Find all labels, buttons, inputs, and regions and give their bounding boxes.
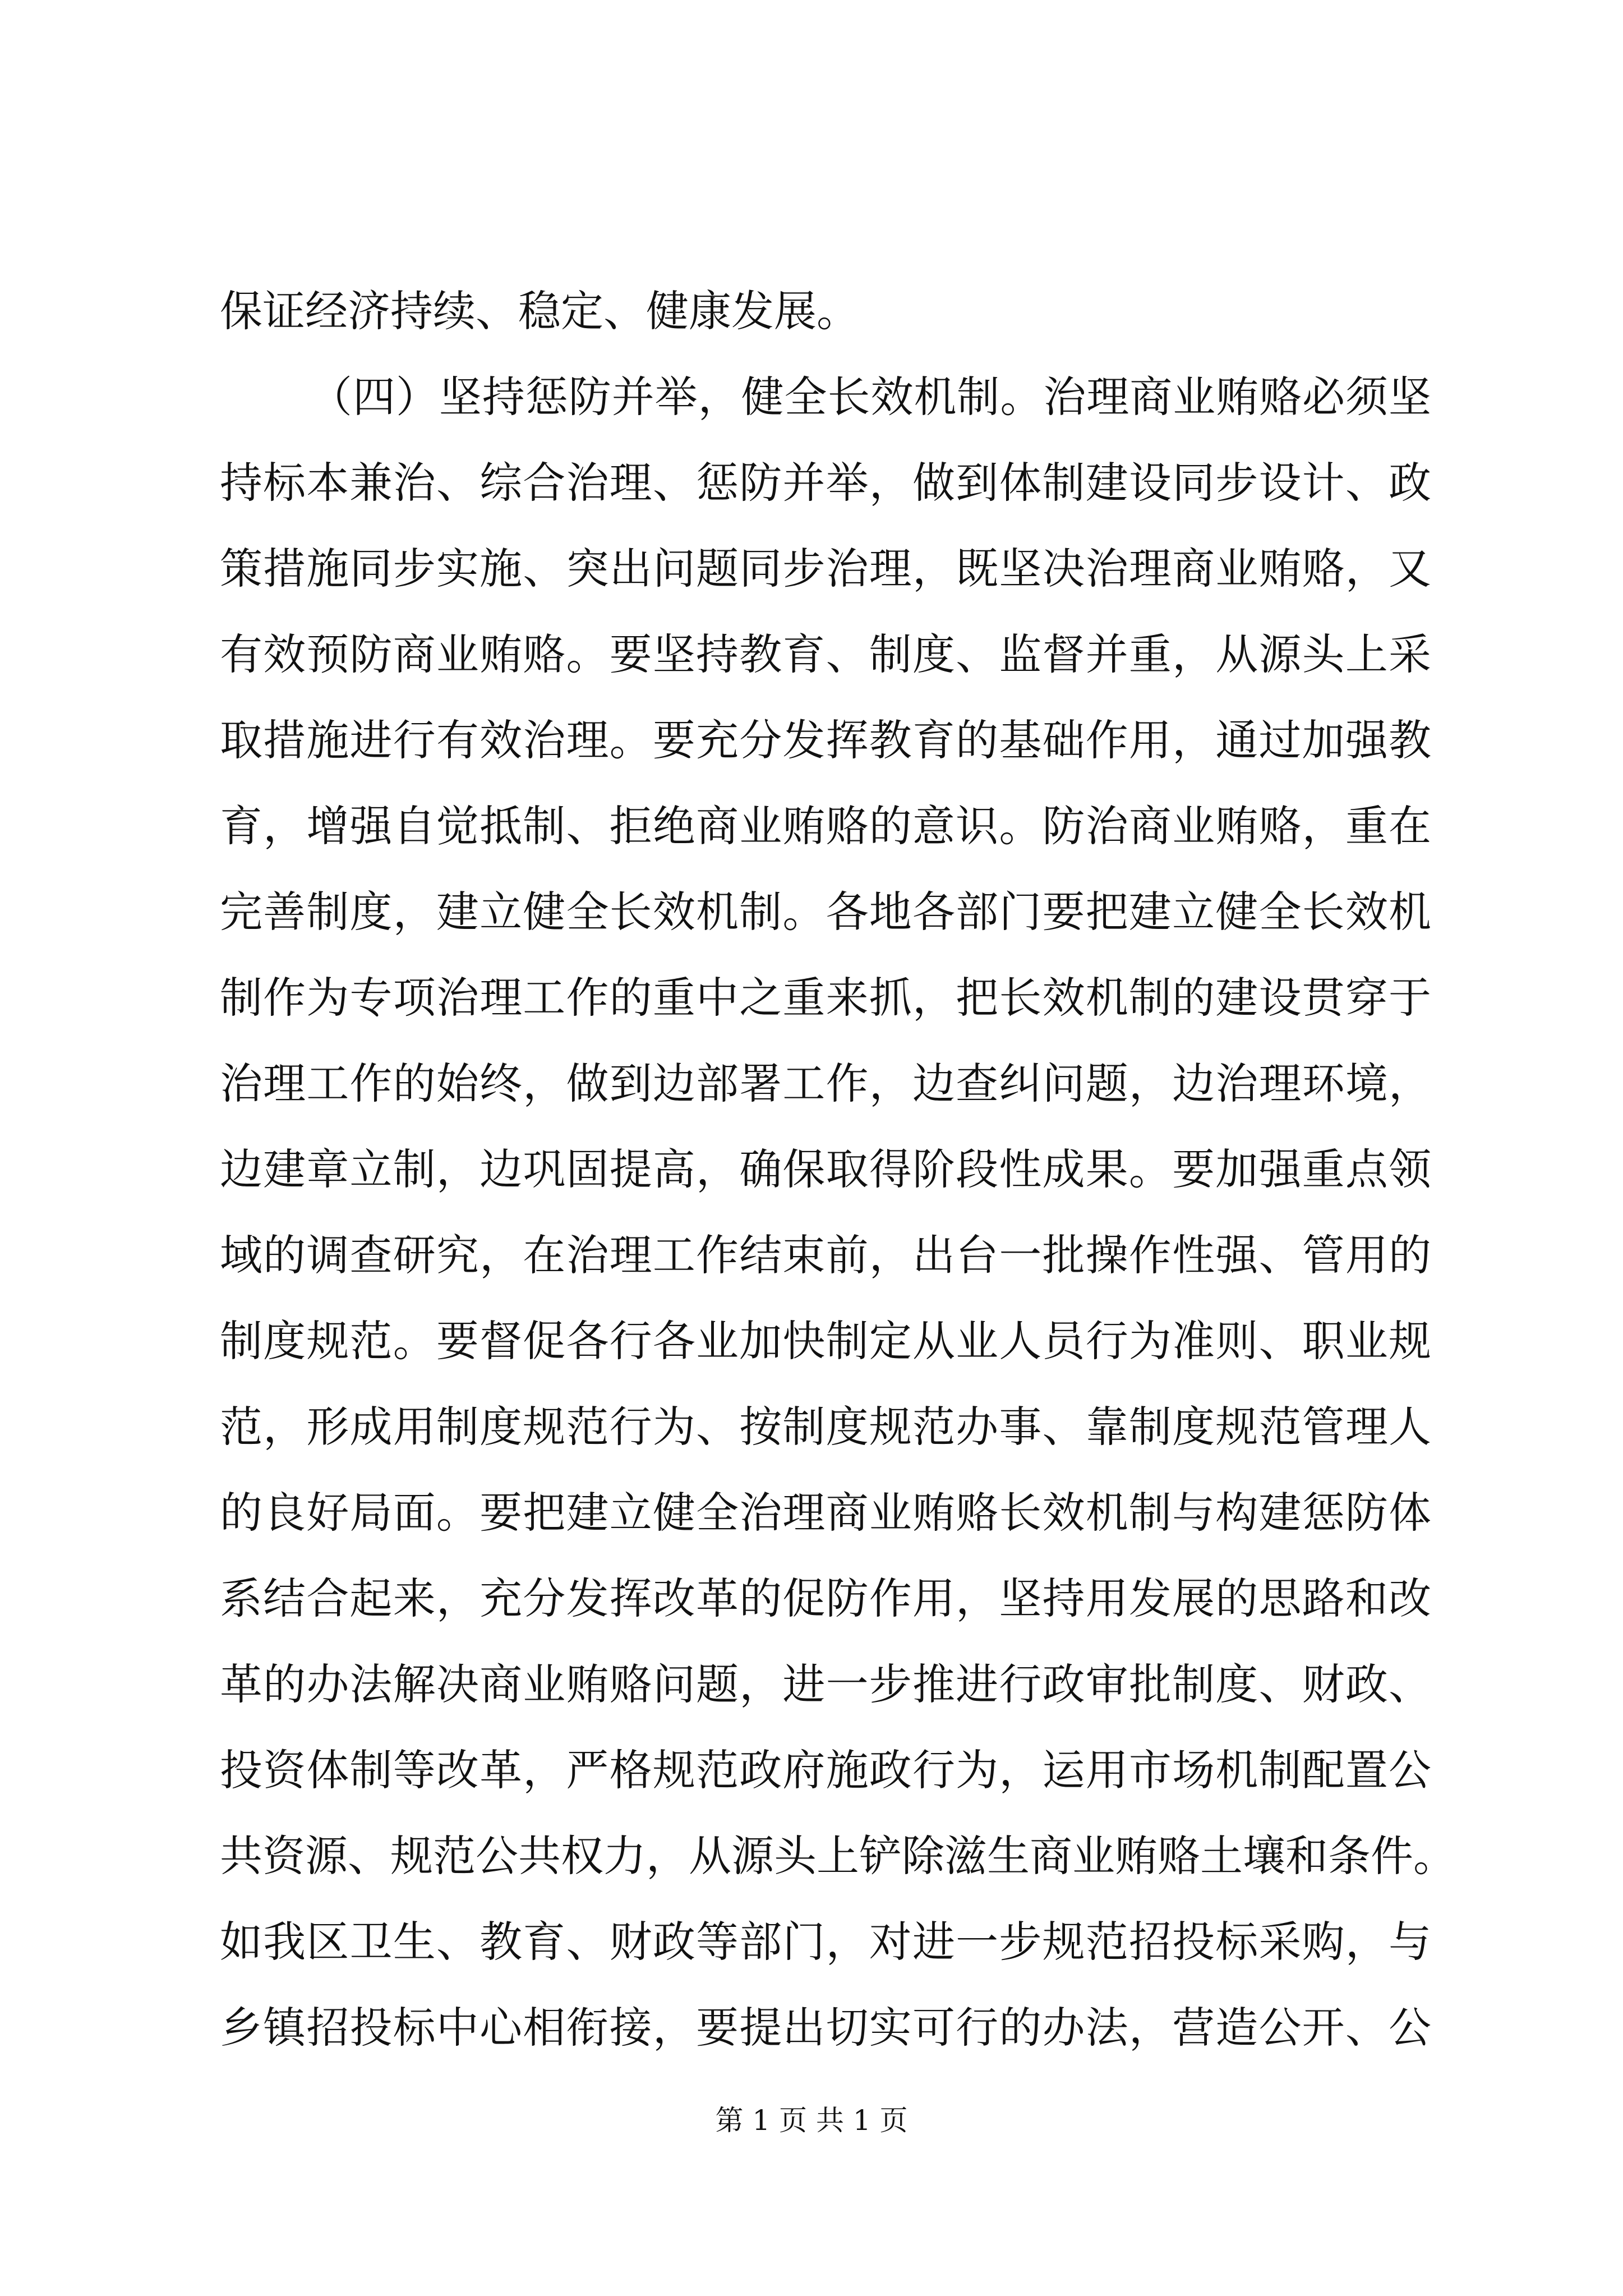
text-line: 保证经济持续、稳定、健康发展。 — [220, 286, 859, 336]
text-line: （四）坚持惩防并举，健全长效机制。治理商业贿赂必须坚 — [310, 372, 1431, 422]
text-line: 持标本兼治、综合治理、惩防并举，做到体制建设同步设计、政 — [220, 458, 1431, 508]
text-line: 的良好局面。要把建立健全治理商业贿赂长效机制与构建惩防体 — [220, 1488, 1431, 1538]
text-line: 育，增强自觉抵制、拒绝商业贿赂的意识。防治商业贿赂，重在 — [220, 801, 1431, 851]
text-line: 范，形成用制度规范行为、按制度规范办事、靠制度规范管理人 — [220, 1402, 1431, 1452]
text-line: 完善制度，建立健全长效机制。各地各部门要把建立健全长效机 — [220, 887, 1431, 937]
text-line: 乡镇招投标中心相衔接，要提出切实可行的办法，营造公开、公 — [220, 2003, 1431, 2053]
body-text — [220, 268, 1456, 2070]
text-line: 如我区卫生、教育、财政等部门，对进一步规范招投标采购，与 — [220, 1917, 1431, 1967]
text-line: 边建章立制，边巩固提高，确保取得阶段性成果。要加强重点领 — [220, 1144, 1431, 1194]
text-line: 共资源、规范公共权力，从源头上铲除滋生商业贿赂土壤和条件。 — [220, 1831, 1456, 1881]
text-line: 域的调查研究，在治理工作结束前，出台一批操作性强、管用的 — [220, 1230, 1431, 1280]
text-line: 系结合起来，充分发挥改革的促防作用，坚持用发展的思路和改 — [220, 1573, 1431, 1623]
text-line: 策措施同步实施、突出问题同步治理，既坚决治理商业贿赂，又 — [220, 544, 1431, 593]
text-line: 投资体制等改革，严格规范政府施政行为，运用市场机制配置公 — [220, 1745, 1431, 1795]
text-line: 制作为专项治理工作的重中之重来抓，把长效机制的建设贯穿于 — [220, 973, 1431, 1023]
text-line: 革的办法解决商业贿赂问题，进一步推进行政审批制度、财政、 — [220, 1659, 1431, 1709]
text-line: 取措施进行有效治理。要充分发挥教育的基础作用，通过加强教 — [220, 715, 1431, 765]
text-line: 有效预防商业贿赂。要坚持教育、制度、监督并重，从源头上采 — [220, 629, 1431, 679]
text-line: 制度规范。要督促各行各业加快制定从业人员行为准则、职业规 — [220, 1316, 1431, 1366]
text-line: 治理工作的始终，做到边部署工作，边查纠问题，边治理环境， — [220, 1059, 1431, 1108]
page-number-footer: 第 1 页 共 1 页 — [715, 2104, 908, 2137]
